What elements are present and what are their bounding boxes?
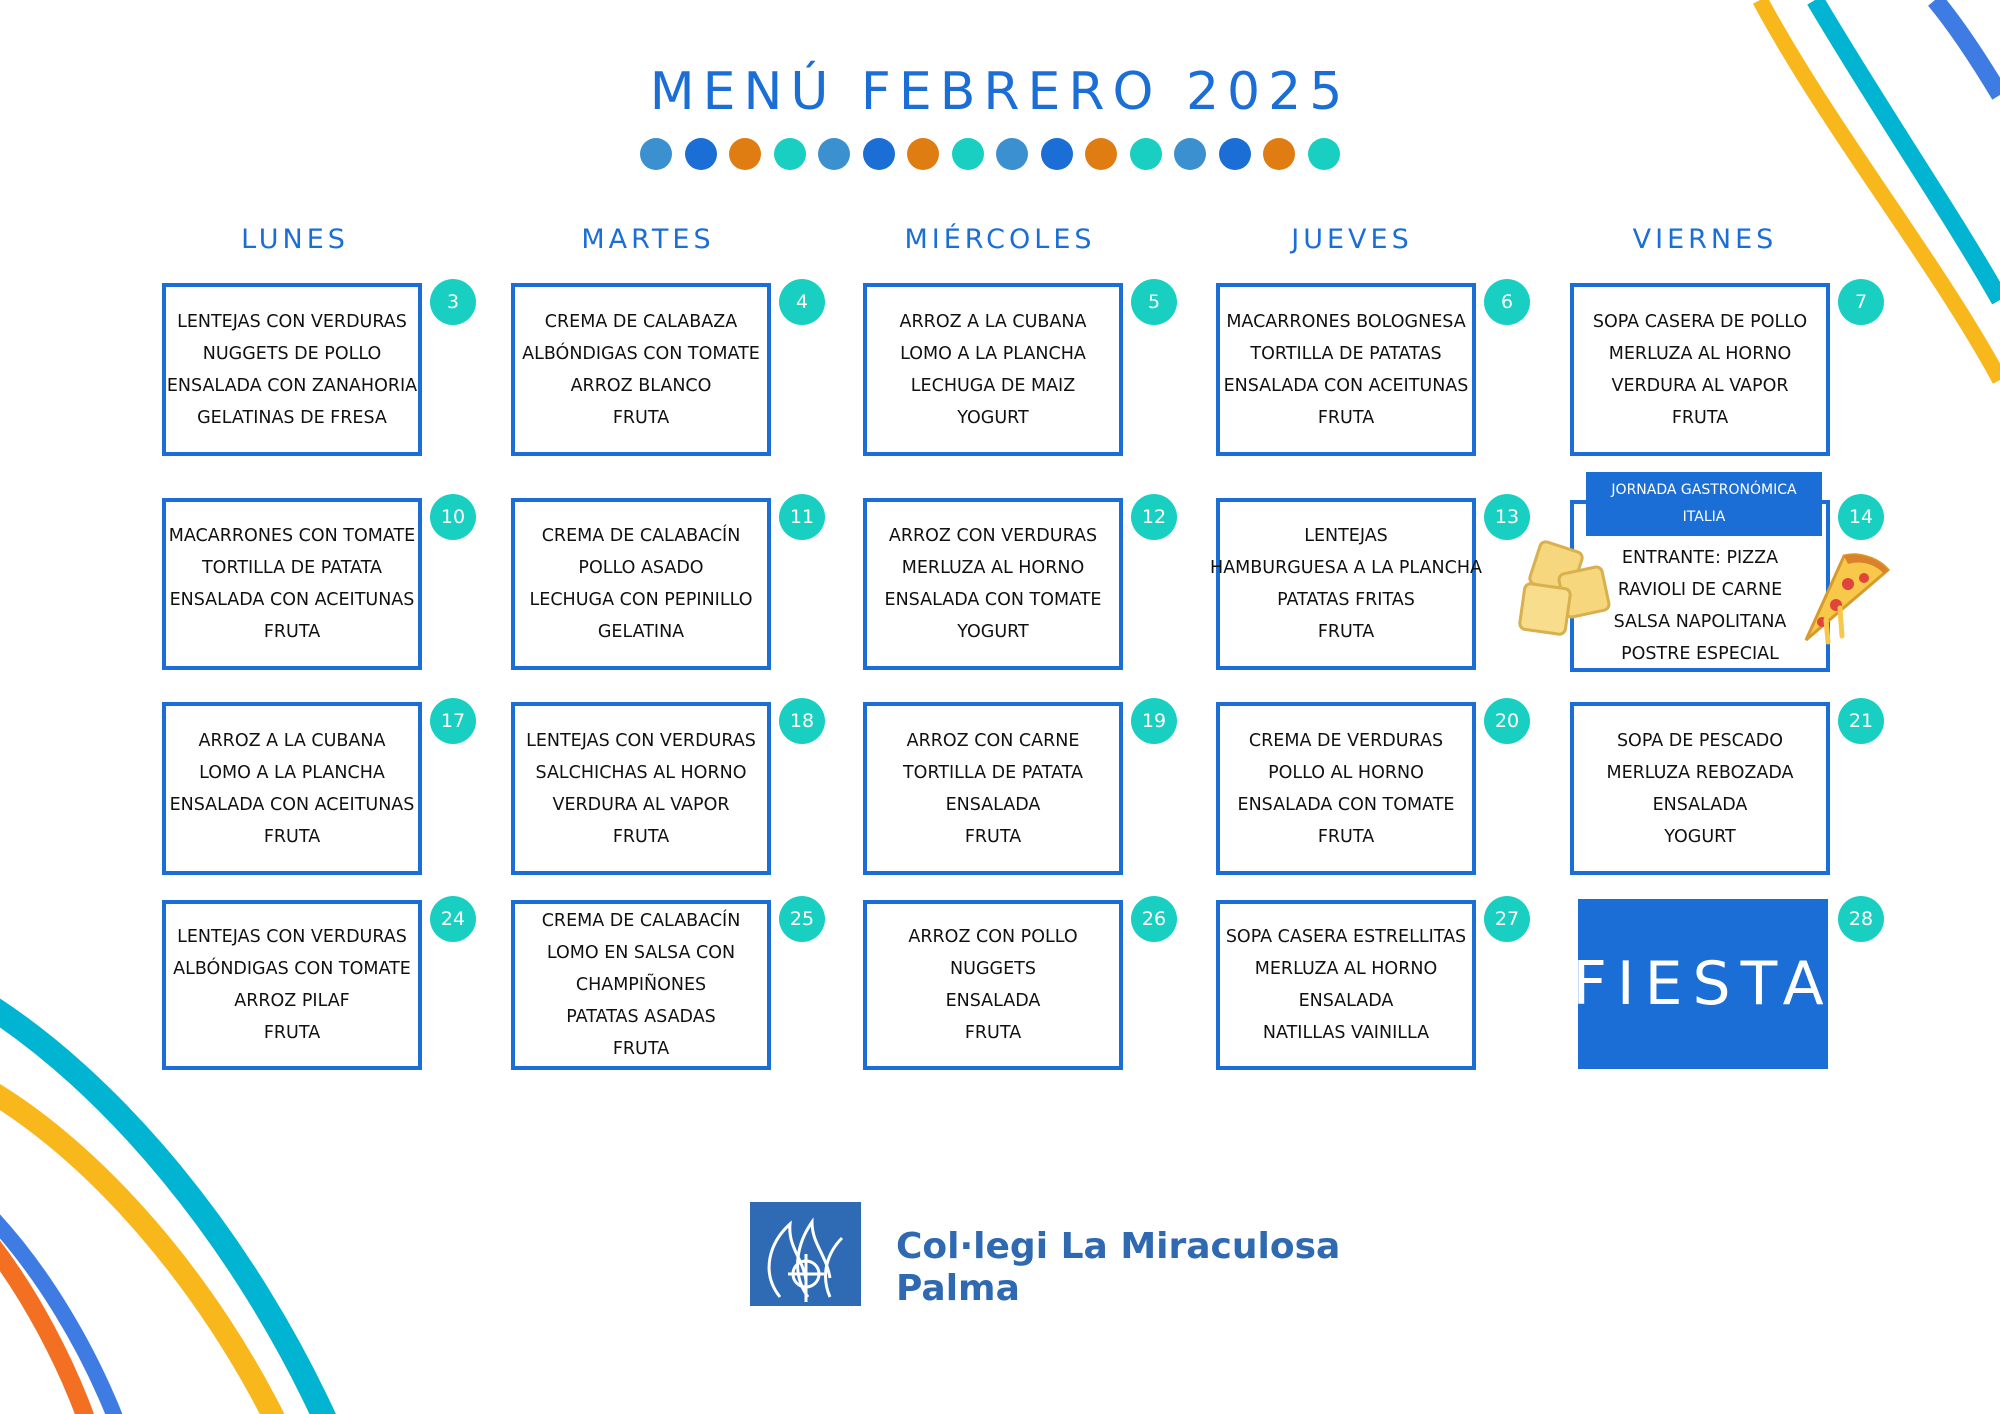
menu-day-card — [162, 283, 422, 456]
fiesta-block — [1572, 899, 1834, 1069]
menu-day-card — [162, 900, 422, 1070]
day-number-badge: 4 — [779, 279, 825, 325]
menu-item: SOPA CASERA DE POLLO — [1592, 311, 1808, 332]
menu-item: TORTILLA DE PATATA — [902, 762, 1084, 783]
school-name: Col·legi La Miraculosa — [896, 1226, 1341, 1267]
menu-day-card — [162, 702, 422, 875]
day-number-badge: 6 — [1484, 279, 1530, 325]
menu-item: FRUTA — [1317, 622, 1375, 642]
menu-day-card — [511, 498, 771, 670]
school-logo — [750, 1202, 861, 1306]
menu-item: POSTRE ESPECIAL — [1621, 644, 1779, 664]
menu-day-card — [1216, 900, 1476, 1070]
menu-item: ARROZ PILAF — [234, 991, 350, 1011]
decorative-dot — [818, 138, 850, 170]
menu-item: FRUTA — [964, 1023, 1022, 1043]
menu-item: ARROZ BLANCO — [570, 375, 712, 396]
menu-item: NUGGETS — [950, 959, 1036, 979]
day-number-badge: 25 — [779, 896, 825, 942]
menu-item: FRUTA — [1317, 407, 1375, 428]
day-number-badge: 17 — [430, 698, 476, 744]
menu-item: ENSALADA CON TOMATE — [1237, 794, 1455, 815]
decorative-dot — [1263, 138, 1295, 170]
decorative-dot — [685, 138, 717, 170]
day-number-badge: 27 — [1484, 896, 1530, 942]
menu-item: TORTILLA DE PATATA — [201, 558, 383, 578]
menu-item: VERDURA AL VAPOR — [552, 794, 730, 815]
decorative-dot — [640, 138, 672, 170]
menu-item: SALCHICHAS AL HORNO — [535, 762, 747, 783]
menu-item: SOPA CASERA ESTRELLITAS — [1225, 927, 1467, 947]
menu-item: ARROZ CON POLLO — [908, 927, 1078, 947]
menu-item: MACARRONES CON TOMATE — [168, 526, 416, 546]
school-city: Palma — [896, 1268, 1020, 1309]
decorative-dot — [1174, 138, 1206, 170]
day-number-badge: 12 — [1131, 494, 1177, 540]
menu-item: FRUTA — [1671, 407, 1729, 428]
decorative-dot — [774, 138, 806, 170]
menu-item: ENSALADA CON ACEITUNAS — [169, 794, 415, 815]
menu-item: ARROZ A LA CUBANA — [899, 311, 1087, 332]
menu-item: FRUTA — [964, 826, 1022, 847]
decorative-dot — [863, 138, 895, 170]
menu-day-card — [1216, 283, 1476, 456]
decorative-dot — [1085, 138, 1117, 170]
menu-item: HAMBURGUESA A LA PLANCHA — [1210, 558, 1482, 578]
menu-item: CREMA DE VERDURAS — [1248, 730, 1444, 751]
menu-item: FRUTA — [612, 826, 670, 847]
menu-item: VERDURA AL VAPOR — [1611, 375, 1789, 396]
menu-item: PATATAS ASADAS — [566, 1007, 716, 1027]
menu-item: FRUTA — [263, 826, 321, 847]
menu-item: ENSALADA CON TOMATE — [884, 590, 1102, 610]
menu-item: ENTRANTE: PIZZA — [1621, 548, 1779, 568]
menu-item: MERLUZA REBOZADA — [1606, 762, 1794, 783]
menu-day-card — [1570, 283, 1830, 456]
decorative-dot — [1219, 138, 1251, 170]
decorative-dot — [1308, 138, 1340, 170]
menu-item: ARROZ CON CARNE — [906, 730, 1080, 751]
menu-item: ENSALADA — [1652, 794, 1748, 815]
menu-item: LOMO EN SALSA CON — [546, 943, 736, 963]
menu-item: FRUTA — [612, 1039, 670, 1059]
menu-item: CHAMPIÑONES — [575, 975, 707, 995]
menu-item: ENSALADA — [1298, 991, 1394, 1011]
menu-item: SOPA DE PESCADO — [1616, 730, 1784, 751]
menu-item: GELATINA — [597, 622, 685, 642]
day-number-badge: 14 — [1838, 494, 1884, 540]
weekday-header: MIÉRCOLES — [904, 224, 1096, 255]
day-number-badge: 24 — [430, 896, 476, 942]
decorative-dot — [907, 138, 939, 170]
banner-line-2: ITALIA — [1682, 509, 1726, 525]
menu-item: ENSALADA CON ZANAHORIA — [166, 375, 418, 396]
menu-item: CREMA DE CALABACÍN — [541, 911, 741, 931]
school-name-block — [896, 1226, 1340, 1310]
menu-item: MERLUZA AL HORNO — [1608, 343, 1792, 364]
decorative-dot — [729, 138, 761, 170]
menu-item: ALBÓNDIGAS CON TOMATE — [522, 343, 760, 364]
menu-day-card — [1570, 702, 1830, 875]
menu-day-card — [511, 283, 771, 456]
menu-day-card — [863, 283, 1123, 456]
menu-item: MERLUZA AL HORNO — [1254, 959, 1438, 979]
fiesta-label: FIESTA — [1572, 949, 1834, 1019]
menu-item: TORTILLA DE PATATAS — [1250, 343, 1442, 364]
menu-item: MACARRONES BOLOGNESA — [1226, 311, 1466, 332]
menu-item: YOGURT — [1664, 826, 1736, 847]
menu-item: POLLO AL HORNO — [1268, 762, 1424, 783]
banner-line-1: JORNADA GASTRONÓMICA — [1611, 482, 1797, 498]
menu-item: FRUTA — [612, 407, 670, 428]
menu-item: FRUTA — [263, 622, 321, 642]
menu-day-card — [863, 702, 1123, 875]
menu-item: ENSALADA — [945, 794, 1041, 815]
menu-item: LENTEJAS CON VERDURAS — [177, 927, 407, 947]
menu-day-card — [1210, 498, 1482, 670]
menu-item: YOGURT — [957, 407, 1029, 428]
menu-item: LENTEJAS — [1304, 526, 1388, 546]
school-emblem-icon — [750, 1202, 861, 1306]
special-day-banner — [1586, 472, 1822, 536]
menu-item: FRUTA — [1317, 826, 1375, 847]
day-number-badge: 10 — [430, 494, 476, 540]
decorative-dot — [1130, 138, 1162, 170]
menu-day-card — [1216, 702, 1476, 875]
menu-day-card — [511, 702, 771, 875]
pizza-icon — [1796, 550, 1896, 648]
menu-item: LECHUGA CON PEPINILLO — [529, 590, 753, 610]
day-number-badge: 3 — [430, 279, 476, 325]
menu-item: NUGGETS DE POLLO — [202, 343, 382, 364]
menu-item: ALBÓNDIGAS CON TOMATE — [173, 959, 411, 979]
weekday-header: MARTES — [581, 224, 715, 255]
menu-item: CREMA DE CALABACÍN — [541, 526, 741, 546]
menu-item: RAVIOLI DE CARNE — [1617, 580, 1783, 600]
day-number-badge: 13 — [1484, 494, 1530, 540]
menu-item: LECHUGA DE MAIZ — [910, 375, 1076, 396]
menu-item: LENTEJAS CON VERDURAS — [526, 730, 756, 751]
menu-item: SALSA NAPOLITANA — [1613, 612, 1787, 632]
menu-item: LOMO A LA PLANCHA — [199, 762, 385, 783]
day-number-badge: 28 — [1838, 896, 1884, 942]
decorative-dots — [640, 138, 1340, 172]
ravioli-icon — [1516, 540, 1616, 642]
menu-item: ENSALADA CON ACEITUNAS — [169, 590, 415, 610]
menu-item: NATILLAS VAINILLA — [1262, 1023, 1430, 1043]
decorative-dot — [996, 138, 1028, 170]
day-number-badge: 21 — [1838, 698, 1884, 744]
weekday-header: LUNES — [241, 224, 349, 255]
menu-item: LENTEJAS CON VERDURAS — [177, 311, 407, 332]
menu-day-card — [511, 900, 771, 1070]
weekday-header: VIERNES — [1632, 224, 1778, 255]
menu-item: GELATINAS DE FRESA — [197, 407, 387, 428]
menu-item: LOMO A LA PLANCHA — [900, 343, 1086, 364]
day-number-badge: 18 — [779, 698, 825, 744]
day-number-badge: 7 — [1838, 279, 1884, 325]
menu-item: YOGURT — [957, 622, 1029, 642]
menu-item: ARROZ CON VERDURAS — [888, 526, 1098, 546]
day-number-badge: 19 — [1131, 698, 1177, 744]
menu-day-card — [162, 498, 422, 670]
menu-item: MERLUZA AL HORNO — [901, 558, 1085, 578]
menu-item: PATATAS FRITAS — [1277, 590, 1415, 610]
day-number-badge: 11 — [779, 494, 825, 540]
menu-day-card — [863, 900, 1123, 1070]
menu-item: POLLO ASADO — [578, 558, 704, 578]
menu-item: ENSALADA CON ACEITUNAS — [1223, 375, 1469, 396]
weekday-header: JUEVES — [1291, 224, 1413, 255]
page-title: MENÚ FEBRERO 2025 — [649, 62, 1351, 122]
menu-day-card — [863, 498, 1123, 670]
day-number-badge: 26 — [1131, 896, 1177, 942]
menu-item: ARROZ A LA CUBANA — [198, 730, 386, 751]
menu-item: CREMA DE CALABAZA — [544, 311, 738, 332]
decorative-dot — [952, 138, 984, 170]
menu-item: ENSALADA — [945, 991, 1041, 1011]
day-number-badge: 5 — [1131, 279, 1177, 325]
menu-item: FRUTA — [263, 1023, 321, 1043]
day-number-badge: 20 — [1484, 698, 1530, 744]
decorative-dot — [1041, 138, 1073, 170]
